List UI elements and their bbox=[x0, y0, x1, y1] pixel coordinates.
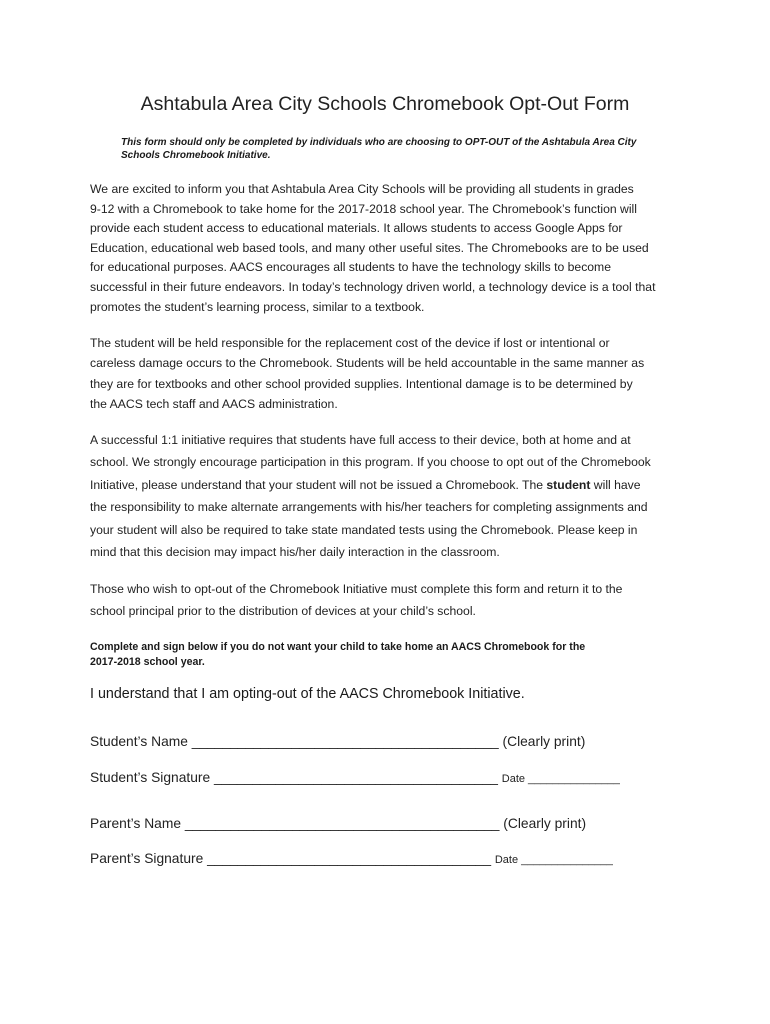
text-line: mind that this decision may impact his/her daily interaction in the classroom. bbox=[90, 545, 500, 560]
responsibility-paragraph bbox=[90, 333, 644, 414]
page-title: Ashtabula Area City Schools Chromebook Opt-Out Form bbox=[140, 93, 630, 115]
text-line: the AACS tech staff and AACS administration. bbox=[90, 396, 338, 411]
parent-signature-field[interactable]: Parent’s Signature _____________________________________ bbox=[90, 851, 491, 866]
parent-name-field[interactable]: Parent’s Name _________________________________________ (Clearly print) bbox=[90, 816, 587, 831]
text-line: Those who wish to opt-out of the Chromebook Initiative must complete this form and return it to the bbox=[90, 582, 623, 596]
text-line: for educational purposes. AACS encourages all students to have the technology skills to become bbox=[90, 260, 611, 275]
student-name-field[interactable]: Student’s Name ________________________________________ (Clearly print) bbox=[90, 734, 586, 749]
text-segment: Initiative, please understand that your student will not be issued a Chromebook. The bbox=[90, 477, 547, 492]
text-line: promotes the student’s learning process, similar to a textbook. bbox=[90, 299, 425, 314]
emphasis-student: student bbox=[546, 477, 591, 492]
text-segment: will have bbox=[590, 477, 641, 492]
text-line: We are excited to inform you that Ashtabula Area City Schools will be providing all students in grades bbox=[90, 182, 634, 196]
parent-signature-row bbox=[90, 851, 613, 866]
student-date-field[interactable]: Date _______________ bbox=[501, 773, 620, 785]
text-line: the responsibility to make alternate arrangements with his/her teachers for completing assignments and bbox=[90, 500, 648, 515]
note-line: Schools Chromebook Initiative. bbox=[121, 150, 271, 161]
text-line: they are for textbooks and other school provided supplies. Intentional damage is to be determined by bbox=[90, 376, 633, 391]
student-signature-field[interactable]: Student’s Signature _____________________________________ bbox=[90, 770, 498, 785]
text-line bbox=[90, 474, 651, 496]
intro-paragraph bbox=[90, 180, 655, 317]
text-line: successful in their future endeavors. In today’s technology driven world, a technology device is a tool that bbox=[90, 279, 656, 294]
text-line: school principal prior to the distribution of devices at your child’s school. bbox=[90, 603, 476, 618]
form-note bbox=[121, 136, 636, 162]
student-signature-row bbox=[90, 770, 620, 785]
text-line: 9-12 with a Chromebook to take home for the 2017-2018 school year. The Chromebook’s function will bbox=[90, 201, 637, 216]
text-line: 2017-2018 school year. bbox=[90, 656, 205, 668]
text-line: careless damage occurs to the Chromebook. Students will be held accountable in the same manner as bbox=[90, 356, 645, 371]
acknowledgement-statement: I understand that I am opting-out of the AACS Chromebook Initiative. bbox=[90, 686, 525, 702]
text-line: provide each student access to educational materials. It allows students to access Google Apps for bbox=[90, 221, 623, 236]
instructions bbox=[90, 640, 585, 670]
text-line: The student will be held responsible for the replacement cost of the device if lost or intentional or bbox=[90, 336, 610, 350]
parent-date-field[interactable]: Date _______________ bbox=[494, 854, 613, 866]
return-paragraph bbox=[90, 579, 622, 622]
text-line: A successful 1:1 initiative requires that students have full access to their device, both at home and at bbox=[90, 433, 631, 447]
text-line: school. We strongly encourage participation in this program. If you choose to opt out of the Chromebook bbox=[90, 455, 651, 470]
note-line: This form should only be completed by individuals who are choosing to OPT-OUT of the Ashtabula Area City bbox=[121, 137, 637, 148]
text-line: Education, educational web based tools, and many other useful sites. The Chromebooks are to be used bbox=[90, 240, 649, 255]
text-line: your student will also be required to take state mandated tests using the Chromebook. Please keep in bbox=[90, 522, 638, 537]
text-line: Complete and sign below if you do not want your child to take home an AACS Chromebook for the bbox=[90, 641, 586, 653]
initiative-paragraph bbox=[90, 429, 651, 563]
